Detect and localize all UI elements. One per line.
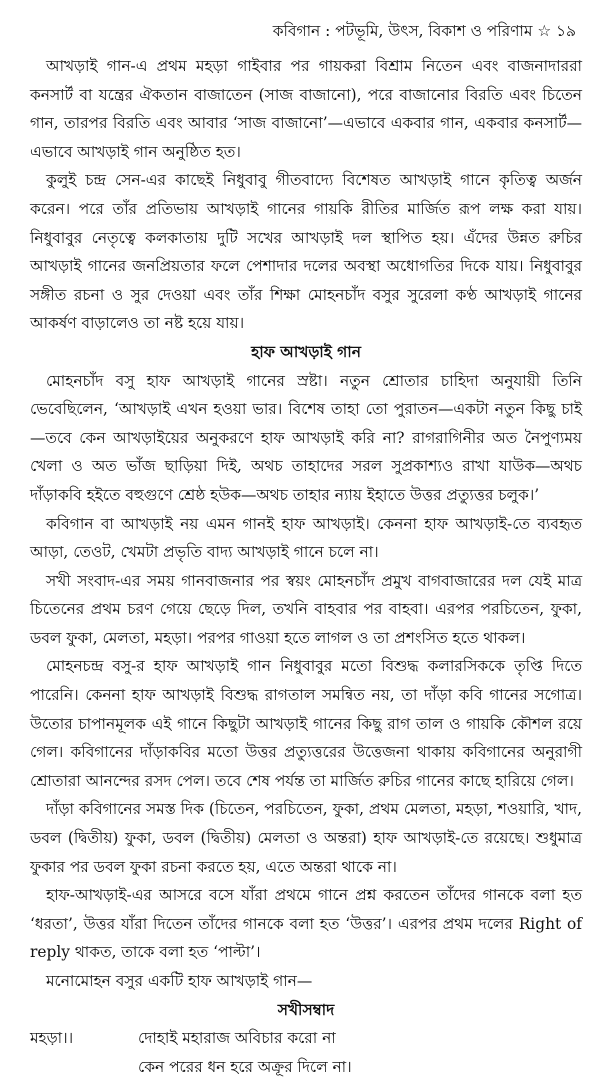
paragraph: দাঁড়া কবিগানের সমস্ত দিক (চিতেন, পরচিতেন, ফুকা, প্রথম মেলতা, মহড়া, শওয়ারি, খাদ, ডবল (দ্বিতীয়) ফুকা, ডবল (দ্বিতীয়) মেলতা ও অন্তরা) হাফ আখড়াই-তে রয়েছে। শুধুমাত্র ফুকার পর ডবল ফুকা রচনা করতে হয়, এতে অন্তরা থাকে না। — [30, 800, 582, 876]
section-heading: হাফ আখড়াই গান — [251, 342, 361, 361]
paragraph: হাফ-আখড়াই-এর আসরে বসে যাঁরা প্রথমে গানে প্রশ্ন করতেন তাঁদের গানকে বলা হত ‘ধরতা’, উত্তর যাঁরা দিতেন তাঁদের গানকে বলা হত ‘উত্তর’। এরপর প্রথম দলের Right of reply থাকত, তাকে বলা হত ‘পাল্টা’। — [30, 886, 582, 962]
paragraph: কবিগান বা আখড়াই নয় এমন গানই হাফ আখড়াই। কেননা হাফ আখড়াই-তে ব্যবহৃত আড়া, তেওট, খেমটা প্রভৃতি বাদ্য আখড়াই গানে চলে না। — [30, 514, 582, 562]
paragraph: মোহনচাঁদ বসু হাফ আখড়াই গানের স্রষ্টা। নতুন শ্রোতার চাহিদা অনুযায়ী তিনি ভেবেছিলেন, ‘আখড়াই এখন হওয়া ভার। বিশেষ তাহা তো পুরাতন—একটা নতুন কিছু চাই—তবে কেন আখড়াইয়ের অনুকরণে হাফ আখড়াই করি না? রাগরাগিনীর অত নৈপুণ্যময় খেলা ও অত ভাঁজ ছাড়িয়া দিই, অথচ তাহাদের সরল সুপ্রকাশ্যও রাখা যাউক—অথচ দাঁড়াকবি হইতে বহুগুণে শ্রেষ্ঠ হউক—অথচ তাহার ন্যায় ইহাতে উত্তর প্রত্যুত্তর চলুক।’ — [30, 371, 582, 504]
verse-label: মহড়া।। — [30, 1029, 74, 1048]
paragraph: মনোমোহন বসুর একটি হাফ আখড়াই গান— — [46, 972, 313, 990]
verse-line: দোহাই মহারাজ অবিচার করো না — [138, 1029, 336, 1048]
poem-title: সখীসম্বাদ — [277, 1000, 335, 1019]
paragraph: কুলুই চন্দ্র সেন-এর কাছেই নিধুবাবু গীতবাদ্যে বিশেষত আখড়াই গানে কৃতিত্ব অর্জন করেন। পরে তাঁর প্রতিভায় আখড়াই গানের গায়কি রীতির মার্জিত রূপ লক্ষ করা যায়। নিধুবাবুর নেতৃত্বে কলকাতায় দুটি সখের আখড়াই দল স্থাপিত হয়। এঁদের উন্নত রুচির আখড়াই গানের জনপ্রিয়তার ফলে পেশাদার দলের অবস্থা অধোগতির দিকে যায়। নিধুবাবুর সঙ্গীত রচনা ও সুর দেওয়া এবং তাঁর শিক্ষা মোহনচাঁদ বসুর সুরেলা কণ্ঠ আখড়াই গানের আকর্ষণ বাড়ালেও তা নষ্ট হয়ে যায়। — [30, 171, 582, 333]
paragraph: সখী সংবাদ-এর সময় গানবাজনার পর স্বয়ং মোহনচাঁদ প্রমুখ বাগবাজারের দল যেই মাত্র চিতেনের প্রথম চরণ গেয়ে ছেড়ে দিল, তখনি বাহবার পর বাহবা। এরপর পরচিতেন, ফুকা, ডবল ফুকা, মেলতা, মহড়া। পরপর গাওয়া হতে লাগল ও তা প্রশংসিত হতে থাকল। — [30, 571, 582, 647]
paragraph: মোহনচন্দ্র বসু-র হাফ আখড়াই গান নিধুবাবুর মতো বিশুদ্ধ কলারসিককে তৃপ্তি দিতে পারেনি। কেননা হাফ আখড়াই বিশুদ্ধ রাগতাল সমন্বিত নয়, তা দাঁড়া কবি গানের সগোত্র। উতোর চাপানমূলক এই গানে কিছুটা আখড়াই গানের কিছু রাগ তাল ও গায়কি কৌশল রয়ে গেল। কবিগানের দাঁড়াকবির মতো উত্তর প্রত্যুত্তরের উত্তেজনা থাকায় কবিগানের অনুরাগী শ্রোতারা আনন্দের রসদ পেল। তবে শেষ পর্যন্ত তা মার্জিত রুচির গানের কাছে হারিয়ে গেল। — [30, 657, 582, 790]
verse-row — [30, 1024, 582, 1053]
running-head: কবিগান : পটভূমি, উৎস, বিকাশ ও পরিণাম ☆ ১৯ — [272, 22, 576, 40]
paragraph: আখড়াই গান-এ প্রথম মহড়া গাইবার পর গায়করা বিশ্রাম নিতেন এবং বাজনাদাররা কনসার্ট বা যন্ত্রের ঐকতান বাজাতেন (সাজ বাজানো), পরে বাজানোর বিরতি এবং চিতেন গান, তারপর বিরতি এবং আবার ‘সাজ বাজানো’—এভাবে একবার গান, একবার কনসার্ট—এভাবে আখড়াই গান অনুষ্ঠিত হত। — [30, 57, 582, 161]
verse-line: কেন পরের ধন হরে অক্রূর দিলে না। — [138, 1057, 352, 1076]
